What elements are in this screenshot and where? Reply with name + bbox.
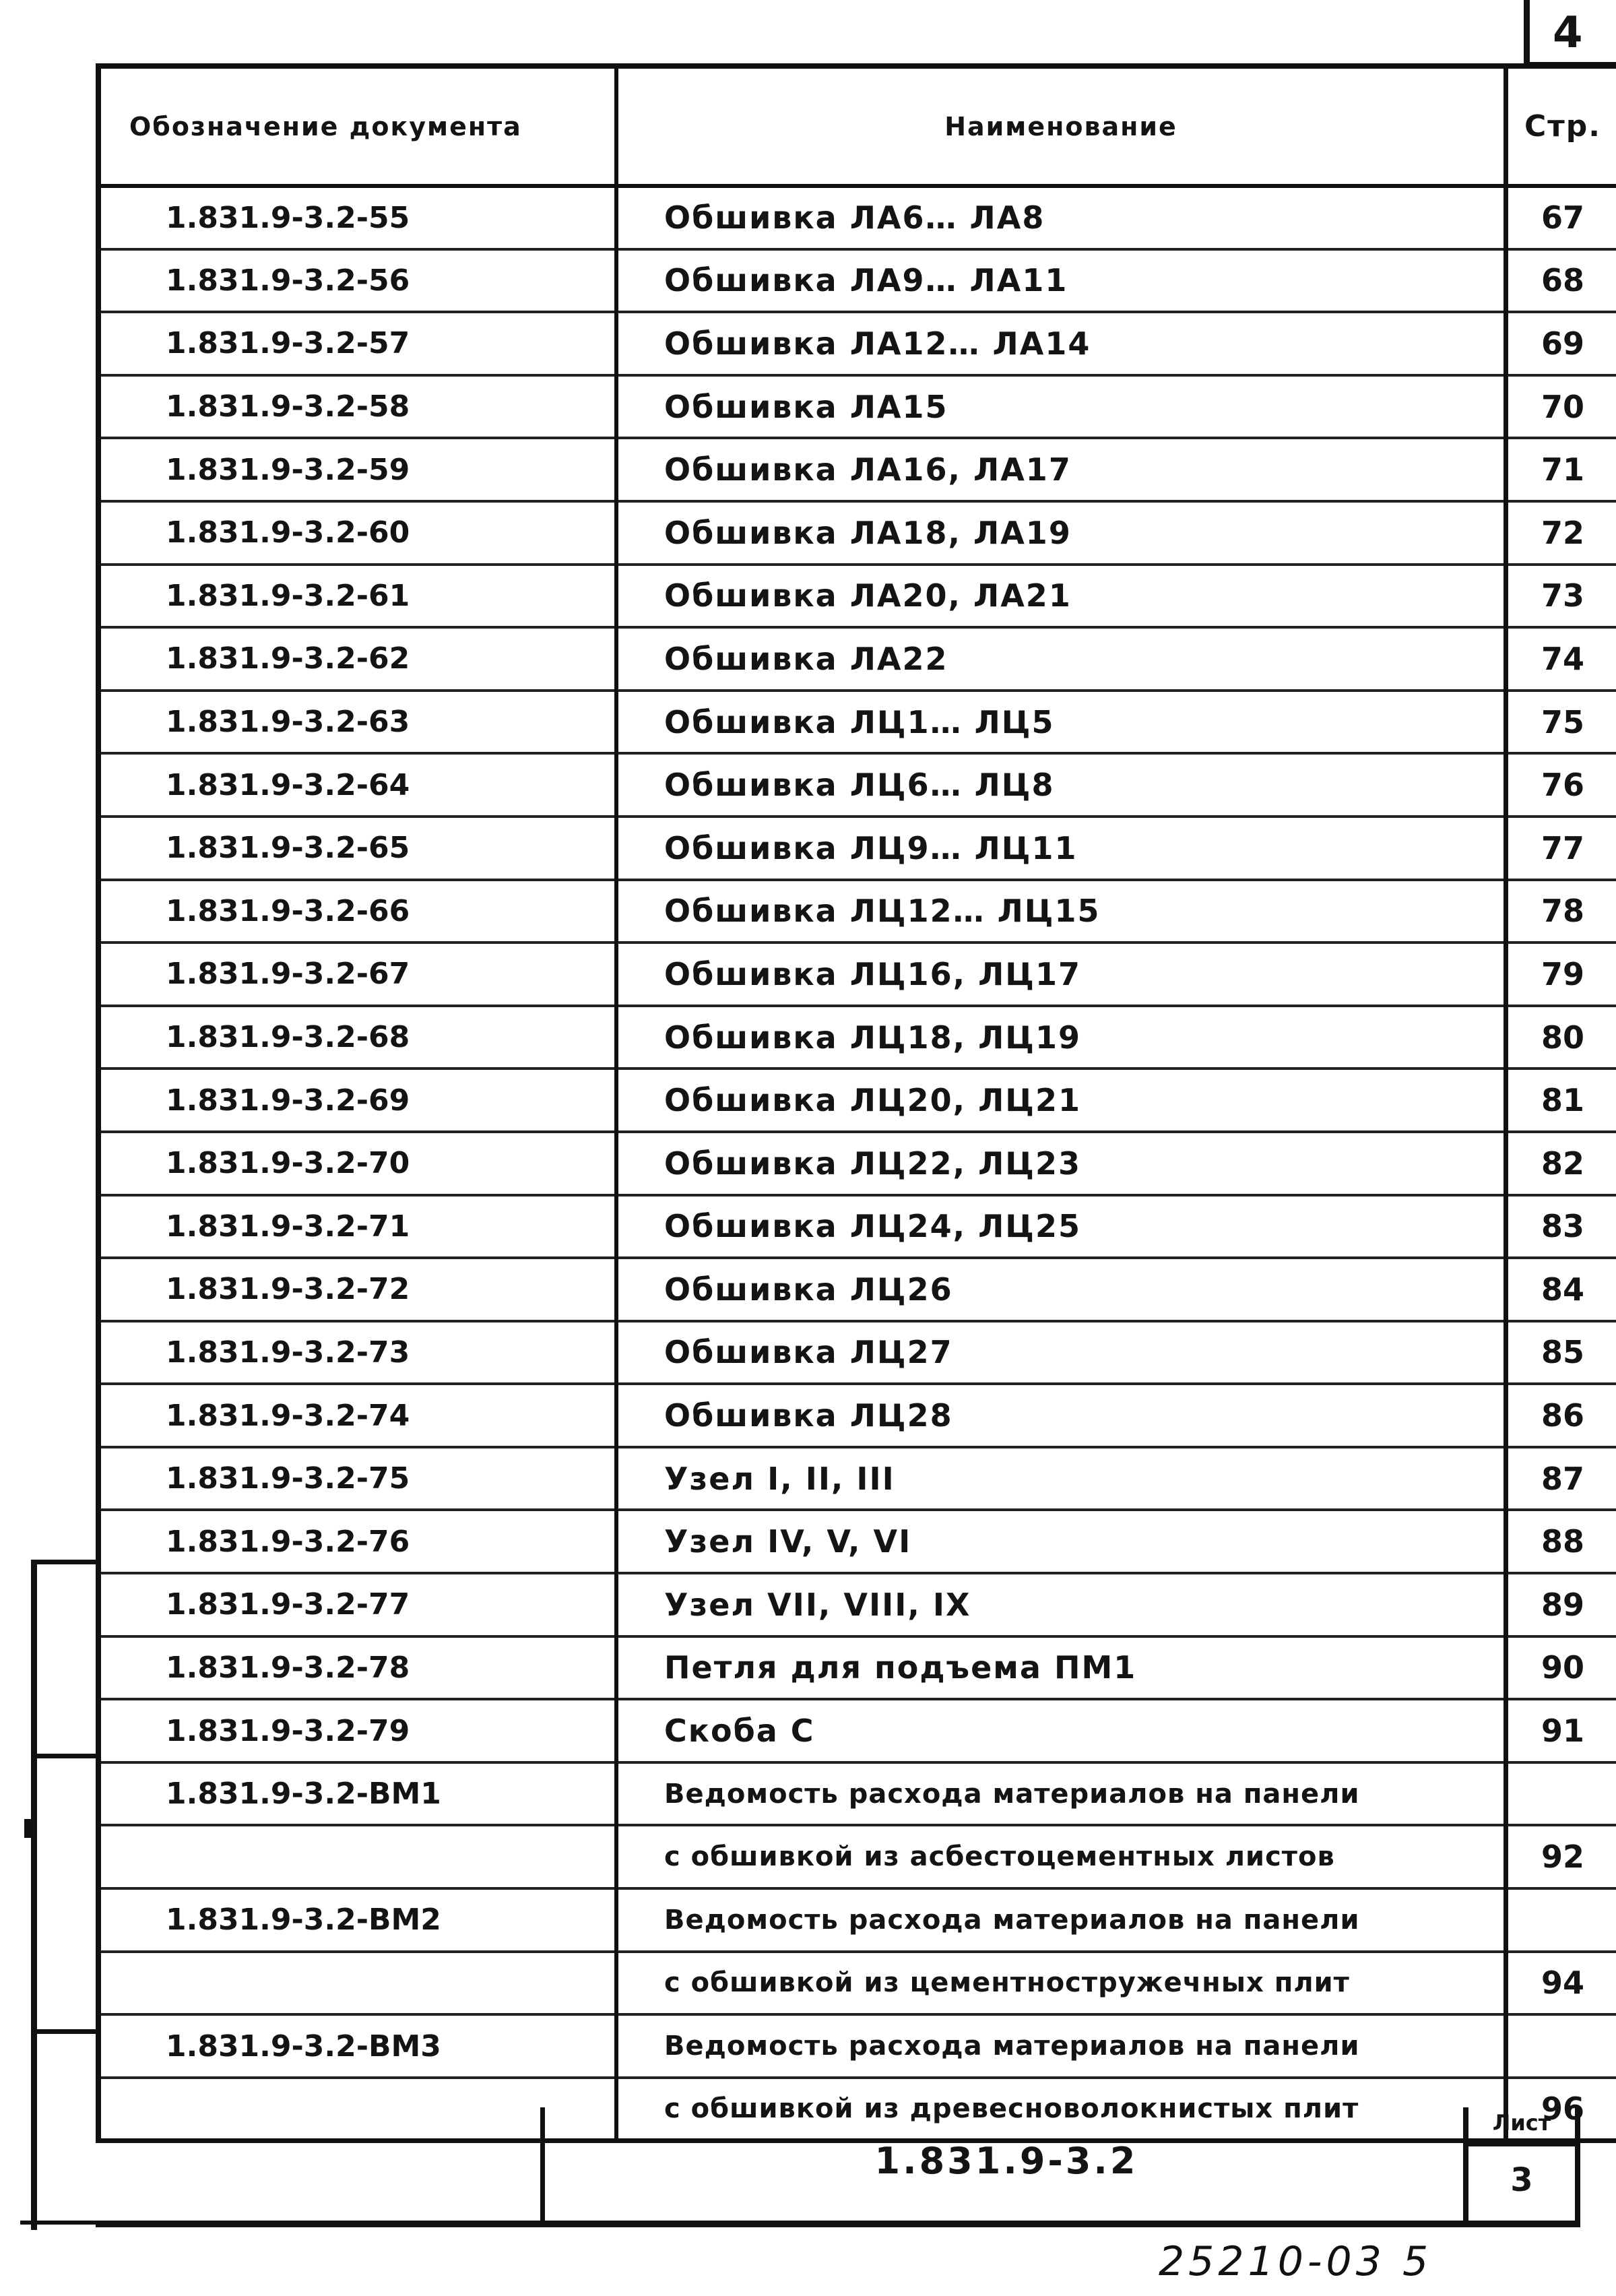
row-name: Обшивка ЛЦ22, ЛЦ23 [616,1132,1506,1195]
sheet-label: Лист [1468,2110,1575,2146]
row-page: 94 [1506,1952,1616,2015]
row-document-code: 1.831.9-3.2-ВМ2 [98,1888,616,1952]
header-page: Стр. [1506,66,1616,186]
row-name: Обшивка ЛЦ6… ЛЦ8 [616,753,1506,817]
row-document-code: 1.831.9-3.2-ВМ3 [98,2014,616,2078]
table-row [98,312,1616,375]
row-name: Обшивка ЛЦ24, ЛЦ25 [616,1195,1506,1258]
row-page: 82 [1506,1132,1616,1195]
row-page: 81 [1506,1069,1616,1132]
table-row [98,249,1616,313]
header-document-code: Обозначение документа [98,66,616,186]
row-document-code: 1.831.9-3.2-58 [98,375,616,439]
row-page: 92 [1506,1825,1616,1888]
row-document-code: 1.831.9-3.2-68 [98,1006,616,1069]
row-name: с обшивкой из древесноволокнистых плит [616,2078,1506,2141]
row-name: Обшивка ЛЦ27 [616,1321,1506,1384]
frame-bottom-line [20,2221,1580,2225]
table-row [98,1006,1616,1069]
row-name: Петля для подъема ПМ1 [616,1636,1506,1700]
row-page: 89 [1506,1573,1616,1636]
row-page: 85 [1506,1321,1616,1384]
row-page: 73 [1506,565,1616,628]
row-page: 78 [1506,880,1616,943]
row-name: Узел I, II, III [616,1447,1506,1510]
table-row [98,1573,1616,1636]
row-document-code: 1.831.9-3.2-65 [98,817,616,880]
row-document-code: 1.831.9-3.2-57 [98,312,616,375]
binding-tick-bottom [31,2029,96,2034]
row-document-code: 1.831.9-3.2-66 [98,880,616,943]
row-page: 71 [1506,438,1616,501]
binding-mark [24,1819,31,1838]
row-page [1506,1888,1616,1952]
row-page: 72 [1506,501,1616,565]
table-row [98,375,1616,439]
row-name: Обшивка ЛЦ9… ЛЦ11 [616,817,1506,880]
row-page: 96 [1506,2078,1616,2141]
row-document-code: 1.831.9-3.2-76 [98,1510,616,1573]
row-page: 90 [1506,1636,1616,1700]
row-page: 79 [1506,943,1616,1006]
row-page: 86 [1506,1384,1616,1447]
row-name: Узел VII, VIII, IX [616,1573,1506,1636]
row-document-code [98,1825,616,1888]
table-row [98,1825,1616,1888]
row-name: Обшивка ЛА20, ЛА21 [616,565,1506,628]
title-block-left-cell [96,2107,540,2227]
table-row [98,186,1616,249]
title-block [96,2107,1575,2222]
row-page: 88 [1506,1510,1616,1573]
row-page: 76 [1506,753,1616,817]
row-document-code: 1.831.9-3.2-56 [98,249,616,313]
table-header-row [98,66,1616,186]
row-name: Обшивка ЛЦ18, ЛЦ19 [616,1006,1506,1069]
row-name: Обшивка ЛА6… ЛА8 [616,186,1506,249]
row-page: 87 [1506,1447,1616,1510]
table-row [98,943,1616,1006]
row-page: 83 [1506,1195,1616,1258]
row-document-code: 1.831.9-3.2-64 [98,753,616,817]
row-name: с обшивкой из асбестоцементных листов [616,1825,1506,1888]
row-page: 77 [1506,817,1616,880]
contents-table [96,63,1616,2143]
title-block-document-code: 1.831.9-3.2 [874,2140,1138,2182]
row-page: 69 [1506,312,1616,375]
row-document-code: 1.831.9-3.2-79 [98,1699,616,1762]
table-row [98,1952,1616,2015]
row-page [1506,2014,1616,2078]
row-page [1506,1762,1616,1826]
row-page: 84 [1506,1258,1616,1321]
row-page: 70 [1506,375,1616,439]
table-row [98,1888,1616,1952]
binding-margin-line [31,1560,37,2230]
row-page: 74 [1506,627,1616,691]
row-page: 75 [1506,691,1616,754]
row-name: Обшивка ЛЦ16, ЛЦ17 [616,943,1506,1006]
row-document-code [98,1952,616,2015]
binding-tick-middle [31,1754,96,1758]
row-name: Ведомость расхода материалов на панели [616,1762,1506,1826]
row-name: Ведомость расхода материалов на панели [616,1888,1506,1952]
row-document-code: 1.831.9-3.2-63 [98,691,616,754]
row-document-code: 1.831.9-3.2-61 [98,565,616,628]
table-row [98,1762,1616,1826]
row-name: Скоба С [616,1699,1506,1762]
row-name: Обшивка ЛА12… ЛА14 [616,312,1506,375]
table-row [98,1258,1616,1321]
row-document-code: 1.831.9-3.2-67 [98,943,616,1006]
row-document-code: 1.831.9-3.2-77 [98,1573,616,1636]
row-name: Обшивка ЛА18, ЛА19 [616,501,1506,565]
header-name: Наименование [616,66,1506,186]
title-block-sheet-cell [1463,2107,1580,2227]
table-row [98,1447,1616,1510]
archive-stamp: 25210-03 5 [1159,2238,1433,2285]
table-row [98,565,1616,628]
table-row [98,817,1616,880]
row-document-code: 1.831.9-3.2-70 [98,1132,616,1195]
row-name: Обшивка ЛА22 [616,627,1506,691]
table-row [98,880,1616,943]
row-page: 91 [1506,1699,1616,1762]
row-document-code: 1.831.9-3.2-55 [98,186,616,249]
row-page: 67 [1506,186,1616,249]
corner-frame-vertical [1524,0,1530,67]
row-name: Обшивка ЛЦ20, ЛЦ21 [616,1069,1506,1132]
row-document-code: 1.831.9-3.2-59 [98,438,616,501]
binding-tick-top [31,1560,96,1564]
title-block-code-cell [540,2107,1468,2227]
row-document-code: 1.831.9-3.2-62 [98,627,616,691]
row-document-code: 1.831.9-3.2-71 [98,1195,616,1258]
table-row [98,1132,1616,1195]
table-row [98,501,1616,565]
row-name: Обшивка ЛЦ12… ЛЦ15 [616,880,1506,943]
row-document-code: 1.831.9-3.2-73 [98,1321,616,1384]
row-document-code: 1.831.9-3.2-75 [98,1447,616,1510]
table-row [98,1069,1616,1132]
table-row [98,1321,1616,1384]
row-document-code: 1.831.9-3.2-74 [98,1384,616,1447]
row-name: Узел IV, V, VI [616,1510,1506,1573]
table-row [98,627,1616,691]
table-row [98,438,1616,501]
row-page: 80 [1506,1006,1616,1069]
table-row [98,1510,1616,1573]
table-row [98,1699,1616,1762]
row-document-code: 1.831.9-3.2-ВМ1 [98,1762,616,1826]
sheet-number: 3 [1510,2161,1533,2199]
row-document-code: 1.831.9-3.2-69 [98,1069,616,1132]
table-row [98,691,1616,754]
row-name: Обшивка ЛА15 [616,375,1506,439]
row-name: Обшивка ЛЦ1… ЛЦ5 [616,691,1506,754]
table-row [98,2014,1616,2078]
table-row [98,1384,1616,1447]
row-name: Обшивка ЛЦ26 [616,1258,1506,1321]
row-document-code: 1.831.9-3.2-60 [98,501,616,565]
table-row [98,1195,1616,1258]
row-name: Обшивка ЛА16, ЛА17 [616,438,1506,501]
row-name: Ведомость расхода материалов на панели [616,2014,1506,2078]
table-row [98,1636,1616,1700]
row-name: Обшивка ЛА9… ЛА11 [616,249,1506,313]
row-name: с обшивкой из цементностружечных плит [616,1952,1506,2015]
row-document-code: 1.831.9-3.2-78 [98,1636,616,1700]
row-name: Обшивка ЛЦ28 [616,1384,1506,1447]
row-document-code: 1.831.9-3.2-72 [98,1258,616,1321]
corner-sheet-number: 4 [1553,8,1583,58]
row-page: 68 [1506,249,1616,313]
table-row [98,753,1616,817]
